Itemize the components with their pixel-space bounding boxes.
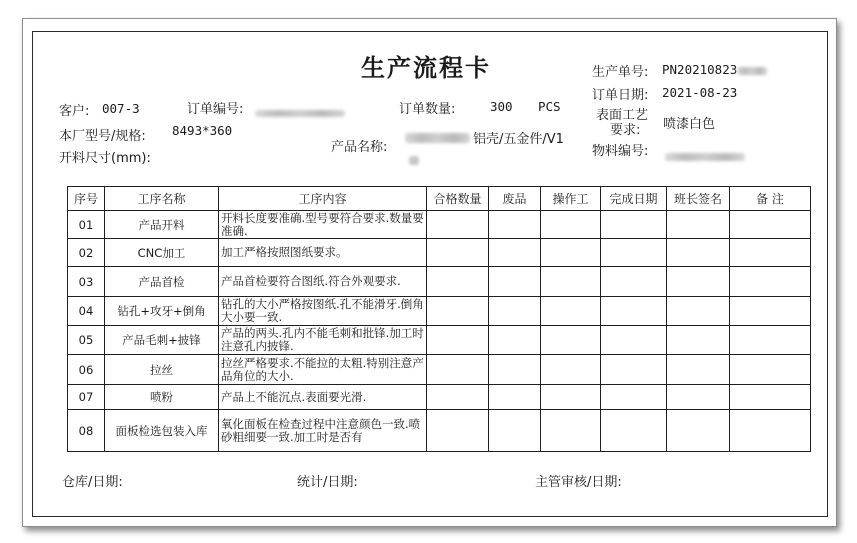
cell-scrap[interactable] xyxy=(489,326,541,355)
cell-operator[interactable] xyxy=(541,211,601,239)
cell-remark[interactable] xyxy=(730,239,811,267)
cell-scrap[interactable] xyxy=(489,297,541,326)
table-row xyxy=(68,267,811,297)
row-process-content: 产品上不能沉点.表面要光滑. xyxy=(221,389,367,404)
row-process-name: CNC加工 xyxy=(105,239,219,267)
cell-finish-date[interactable] xyxy=(601,239,667,267)
cell-operator[interactable] xyxy=(541,326,601,355)
row-process-content: 拉丝严格要求.不能拉的太粗.特别注意产品角位的大小. xyxy=(221,355,424,383)
cell-remark[interactable] xyxy=(730,385,811,410)
cell-operator[interactable] xyxy=(541,385,601,410)
product-name-value: 铝壳/五金件/V1 xyxy=(473,132,564,147)
row-process-name: 产品毛刺+披锋 xyxy=(105,326,219,355)
cell-finish-date[interactable] xyxy=(601,297,667,326)
row-process-name: 拉丝 xyxy=(105,355,219,385)
cut-size-label: 开料尺寸(mm): xyxy=(59,151,151,166)
statistics-date-label: 统计/日期: xyxy=(297,475,358,490)
order-no-value xyxy=(255,103,345,122)
supervisor-review-date-label: 主管审核/日期: xyxy=(535,475,622,490)
col-header-content: 工序内容 xyxy=(219,187,427,211)
cell-finish-date[interactable] xyxy=(601,410,667,452)
order-qty-value: 300 xyxy=(490,99,513,114)
row-process-name: 面板检选包装入库 xyxy=(105,410,219,452)
redacted-product-name-fragment xyxy=(409,156,419,165)
cell-leader-sign[interactable] xyxy=(667,326,730,355)
cell-leader-sign[interactable] xyxy=(667,239,730,267)
product-name-redaction-2 xyxy=(409,150,419,169)
product-name-label: 产品名称: xyxy=(331,140,388,155)
production-no-label: 生产单号: xyxy=(592,65,649,80)
cell-leader-sign[interactable] xyxy=(667,267,730,297)
cell-qualified-qty[interactable] xyxy=(427,239,489,267)
production-no-value xyxy=(662,62,767,77)
row-process-content: 产品的两头.孔内不能毛刺和批锋.加工时注意孔内披锋. xyxy=(221,326,424,353)
cell-operator[interactable] xyxy=(541,239,601,267)
cell-finish-date[interactable] xyxy=(601,326,667,355)
cell-qualified-qty[interactable] xyxy=(427,355,489,385)
table-row xyxy=(68,239,811,267)
cell-scrap[interactable] xyxy=(489,385,541,410)
order-date-label: 订单日期: xyxy=(592,88,649,103)
cell-operator[interactable] xyxy=(541,297,601,326)
cell-qualified-qty[interactable] xyxy=(427,297,489,326)
col-header-name: 工序名称 xyxy=(105,187,219,211)
cell-leader-sign[interactable] xyxy=(667,211,730,239)
cell-scrap[interactable] xyxy=(489,211,541,239)
table-row xyxy=(68,385,811,410)
cell-remark[interactable] xyxy=(730,267,811,297)
material-no-value xyxy=(665,146,745,165)
row-no: 05 xyxy=(68,326,105,355)
cell-qualified-qty[interactable] xyxy=(427,211,489,239)
cell-finish-date[interactable] xyxy=(601,267,667,297)
cell-remark[interactable] xyxy=(730,326,811,355)
card-title: 生产流程卡 xyxy=(361,53,491,82)
cell-operator[interactable] xyxy=(541,267,601,297)
table-row xyxy=(68,326,811,355)
redacted-order-no xyxy=(255,110,345,117)
cell-operator[interactable] xyxy=(541,410,601,452)
surface-process-value: 喷漆白色 xyxy=(663,117,716,132)
redacted-product-name xyxy=(405,133,470,143)
cell-scrap[interactable] xyxy=(489,239,541,267)
table-header-row xyxy=(68,187,811,211)
col-header-qualified-qty: 合格数量 xyxy=(427,187,489,211)
redacted-production-no xyxy=(737,67,767,75)
product-name-redaction xyxy=(405,127,470,146)
cell-leader-sign[interactable] xyxy=(667,410,730,452)
col-header-scrap: 废品 xyxy=(489,187,541,211)
row-process-content: 产品首检要符合图纸.符合外观要求. xyxy=(221,274,401,288)
row-no: 03 xyxy=(68,267,105,297)
redacted-material-no xyxy=(665,153,745,161)
cell-remark[interactable] xyxy=(730,211,811,239)
cell-qualified-qty[interactable] xyxy=(427,385,489,410)
order-no-label: 订单编号: xyxy=(187,102,244,117)
cell-qualified-qty[interactable] xyxy=(427,326,489,355)
surface-process-label-2: 要求: xyxy=(610,123,641,138)
col-header-finish-date: 完成日期 xyxy=(601,187,667,211)
cell-remark[interactable] xyxy=(730,410,811,452)
col-header-leader-sign: 班长签名 xyxy=(667,187,730,211)
col-header-no: 序号 xyxy=(68,187,105,211)
col-header-operator: 操作工 xyxy=(541,187,601,211)
row-no: 01 xyxy=(68,211,105,239)
process-card-sheet xyxy=(22,18,837,527)
process-table xyxy=(67,186,811,452)
customer-value: 007-3 xyxy=(102,101,140,116)
row-process-content: 开料长度要准确.型号要符合要求.数量要准确. xyxy=(221,210,424,238)
row-process-name: 产品开料 xyxy=(105,211,219,239)
order-qty-label: 订单数量: xyxy=(399,102,456,117)
process-card-frame xyxy=(32,31,828,517)
cell-operator[interactable] xyxy=(541,355,601,385)
row-no: 08 xyxy=(68,410,105,452)
row-process-content: 钻孔的大小严格按图纸.孔不能滑牙.倒角大小要一致. xyxy=(221,297,424,324)
cell-leader-sign[interactable] xyxy=(667,297,730,326)
customer-label: 客户: xyxy=(59,104,90,119)
cell-remark[interactable] xyxy=(730,355,811,385)
cell-finish-date[interactable] xyxy=(601,355,667,385)
row-process-name: 喷粉 xyxy=(105,385,219,410)
table-row xyxy=(68,297,811,326)
row-no: 02 xyxy=(68,239,105,267)
cell-scrap[interactable] xyxy=(489,410,541,452)
row-no: 06 xyxy=(68,355,105,385)
warehouse-date-label: 仓库/日期: xyxy=(62,475,123,490)
material-no-label: 物料编号: xyxy=(592,144,649,159)
model-spec-value: 8493*360 xyxy=(172,123,233,138)
cell-scrap[interactable] xyxy=(489,267,541,297)
table-row xyxy=(68,211,811,239)
surface-process-label-1: 表面工艺 xyxy=(596,108,649,123)
table-row xyxy=(68,410,811,452)
order-date-value: 2021-08-23 xyxy=(662,85,738,100)
cell-finish-date[interactable] xyxy=(601,385,667,410)
cell-scrap[interactable] xyxy=(489,355,541,385)
row-process-content: 氧化面板在检查过程中注意颜色一致.喷砂粗细要一致.加工时是否有 xyxy=(221,416,421,444)
cell-qualified-qty[interactable] xyxy=(427,267,489,297)
row-no: 04 xyxy=(68,297,105,326)
row-process-name: 产品首检 xyxy=(105,267,219,297)
cell-qualified-qty[interactable] xyxy=(427,410,489,452)
cell-finish-date[interactable] xyxy=(601,211,667,239)
row-no: 07 xyxy=(68,385,105,410)
cell-leader-sign[interactable] xyxy=(667,385,730,410)
order-qty-unit: PCS xyxy=(538,99,561,114)
row-process-content: 加工严格按照图纸要求。 xyxy=(221,245,348,259)
table-row xyxy=(68,355,811,385)
col-header-remark: 备 注 xyxy=(730,187,811,211)
cell-remark[interactable] xyxy=(730,297,811,326)
row-process-name: 钻孔+攻牙+倒角 xyxy=(105,297,219,326)
production-no-text: PN20210823 xyxy=(662,62,738,77)
cell-leader-sign[interactable] xyxy=(667,355,730,385)
model-spec-label: 本厂型号/规格: xyxy=(59,129,146,144)
